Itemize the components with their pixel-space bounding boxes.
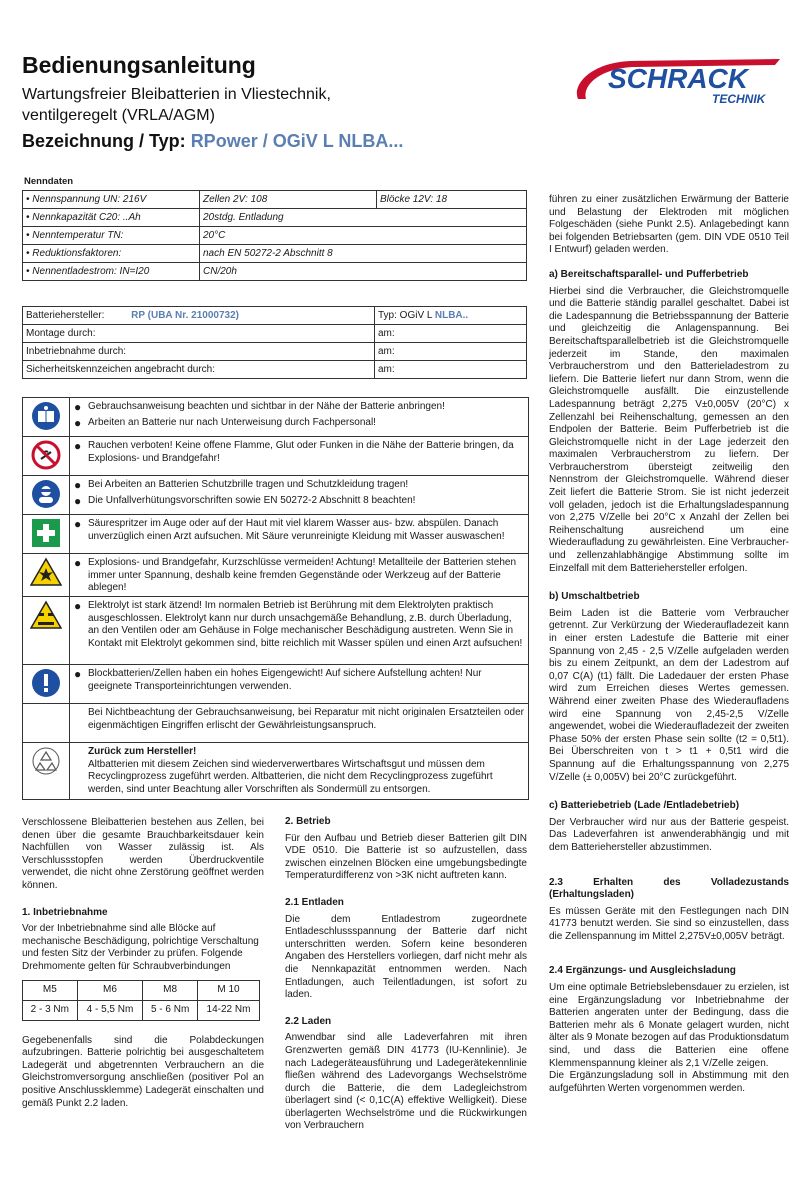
warning-row: ● Explosions- und Brandgefahr, Kurzschlüsse vermeiden! Achtung! Metallteile der Batterien stehen immer unter Spannung, deshalb keine fremden Gegenstände oder Werkzeug auf der Batterie ablegen! [23,554,528,597]
section-heading: b) Umschaltbetrieb [549,591,640,603]
recycling-icon [31,746,61,776]
document-subtitle: Wartungsfreier Bleibatterien in Vliestechnik, ventilgeregelt (VRLA/AGM) [22,86,331,124]
document-title: Bedienungsanleitung [22,52,256,78]
table-row: 2 - 3 Nm 4 - 5,5 Nm 5 - 6 Nm 14-22 Nm [23,1000,260,1020]
warning-row: Zurück zum Hersteller! Altbatterien mit diesem Zeichen sind wiederverwertbares Wirtschaftsgut und müssen dem Recyclingprozess zugeführt werden. Altbatterien, die nicht dem Recyclingprozess zugeführt werden, sind unter Beachtung aller Vorschriften als Sondermüll zu entsorgen. [23,743,528,799]
schrack-logo [570,55,790,107]
protective-goggles-icon [31,479,61,509]
section-heading: 2. Betrieb [285,816,331,827]
installation-table [22,306,527,379]
table-row: M5 M6 M8 M 10 [23,980,260,1000]
section-heading: a) Bereitschaftsparallel- und Pufferbetrieb [549,268,749,280]
table-row: • Nennkapazität C20: ..Ah 20stdg. Entladung [23,209,527,227]
middle-column: 2. Betrieb Für den Aufbau und Betrieb dieser Batterien gilt DIN VDE 0510. Die Batterie ist so aufzustellen, dass zwischen einzelnen Blöcken eine umgebungsbedingte Temperaturdifferenz von >3K nicht auftreten kann. 2.1 Entladen Die dem Entladestrom zugeordnete Entladeschlussspannung der Batterie darf nicht unterschritten werden. Sofern keine besonderen Angaben des Herstellers vorliegen, darf nicht mehr als die Nennkapazität entnommen werden. Nach Entladungen, auch Teilentladungen, ist sofort zu laden. 2.2 Laden Anwendbar sind alle Ladeverfahren mit ihren Grenzwerten gemäß DIN 41773 (IU-Kennlinie). Je nach Ladegeräteausführung und Ladegerätekennlinie fließen während des Ladevorgangs Wechselströme durch die Batterie, die dem Ladegleichstrom überlagert sind (< 0,1C(A) effektive Welligkeit). Diese überlagerten Wechselströme und die Rückwirkungen von Verbrauchern [285,816,527,1132]
read-manual-icon [31,401,61,431]
attention-icon [31,668,61,698]
first-aid-icon [31,518,61,548]
table-row: • Nenntemperatur TN: 20°C [23,227,527,245]
svg-text:TECHNIK: TECHNIK [712,92,766,106]
svg-text:SCHRACK: SCHRACK [608,63,748,94]
corrosive-hazard-icon [30,600,62,630]
section-heading: 2.3 Erhalten des Volladezustands (Erhaltungsladen) [549,876,789,901]
no-smoking-icon [31,440,61,470]
table-row: • Reduktionsfaktoren: nach EN 50272-2 Abschnitt 8 [23,245,527,263]
table-row: • Nennspannung UN: 216V Zellen 2V: 108 Blöcke 12V: 18 [23,191,527,209]
warning-row: ● Elektrolyt ist stark ätzend! Im normalen Betrieb ist Berührung mit dem Elektrolyten praktisch ausgeschlossen. Elektrolyt kann nur durch unsachgemäße Behandlung, z.B. durch Überladung, an den Ventilen oder am Gehäuse in Folge mechanischer Beschädigung austreten. Wenn Sie in Kontakt mit Elektrolyt gekommen sind, bitte reichlich mit Wasser spülen und einen Arzt aufsuchen! [23,597,528,665]
warning-row: Bei Nichtbeachtung der Gebrauchsanweisung, bei Reparatur mit nicht originalen Ersatzteilen oder eigenmächtigen Eingriffen erlischt der Gewährleistungsanspruch. [23,704,528,743]
explosion-hazard-icon [30,557,62,587]
nenndaten-heading: Nenndaten [24,176,74,187]
safety-warnings [22,397,529,800]
section-heading: c) Batteriebetrieb (Lade /Entladebetrieb) [549,800,740,812]
section-heading: 2.2 Laden [285,1015,332,1027]
warning-row: ● Säurespritzer im Auge oder auf der Haut mit viel klarem Wasser aus- bzw. abspülen. Danach unverzüglich einen Arzt aufsuchen. Mit Säure verunreinigte Kleidung mit Wasser auswaschen! [23,515,528,554]
table-row: • Nennentladestrom: IN=I20 CN/20h [23,263,527,281]
warning-row: ● Rauchen verboten! Keine offene Flamme, Glut oder Funken in die Nähe der Batterie bringen, da Explosions- und Brandgefahr! [23,437,528,476]
table-row: Batteriehersteller: RP (UBA Nr. 21000732) Typ: OGiV L NLBA.. [23,307,527,325]
section-heading: 2.1 Entladen [285,896,344,908]
right-column: führen zu einer zusätzlichen Erwärmung der Batterie und Belastung der Elektroden mit möglichen Folgeschäden (siehe Punkt 2.5). Anlagebedingt kann bei folgenden Betriebsarten (gem. DIN VDE 0510 Teil I Entwurf) geladen werden. a) Bereitschaftsparallel- und Pufferbetrieb Hierbei sind die Verbraucher, die Gleichstromquelle und die Batterie ständig parallel geschaltet. Dabei ist die Ladespannung die Betriebsspannung der Batterie und gleichzeitig die Anlagenspannung. Bei Bereitschaftsparallelbetrieb ist die Gleichstromquelle jederzeit im Stande, den maximalen Verbraucherstrom und den Batterieladestrom zu liefern. Die Batterie liefert nur dann Strom, wenn die Gleichstromquelle ausfällt. Die einzustellende Ladespannung beträgt 2,275 V±0,005V (20°C) x Zellenzahl bei Reihenschaltung, gemessen an den Endpolen der Batterie. Beim Pufferbetrieb ist die Gleichstromquelle nicht in der Lage jederzeit den maximalen Verbraucherstrom zu liefern. Der Verbraucherstrom übersteigt zeitweilig den Nennstrom der Gleichstromquelle. Während dieser Zeit liefert die Batterie Strom. Sie ist nicht jederzeit voll geladen, jedoch ist die Erhaltungsladespannung von 2,275 V/Zelle bei 20°C x Anzahl der Zellen bei Reihenschaltung ausreichend um eine Wiederaufladung zu gewährleisten. Eine Verbraucher- und zellenzahlabhängige Abstimmung sollte im Einzelfall mit dem Batteriehersteller erfolgen. b) Umschaltbetrieb Beim Laden ist die Batterie vom Verbraucher getrennt. Zur Verkürzung der Wiederaufladezeit kann in einer ersten Ladestufe die Batterie mit einer Spannung von 2,45 - 2,5 V/Zelle aufgeladen werden bis zu einem Zeitpunkt, an dem der Ladestrom auf 0,07 C(A) (t1) fällt. Die Ladedauer der ersten Phase wird zum Erreichen dieses Wertes gemessen. Während einer zweiten Phase des Wiederaufladens wird eine Spannung von 2,45-2,5 V/Zelle angewendet, wobei die Wiederaufladezeit der zweiten Phase 50% der ersten Phase sein sollte (t2 = 0,5t1). Bei Überschreiten von t > t1 + 0,5t1 wird die Spannung auf die Erhaltungsspannung von 2,275 V/Zelle (± 0,005V) bei 20°C zurückgeführt. c) Batteriebetrieb (Lade /Entladebetrieb) Der Verbraucher wird nur aus der Batterie gespeist. Das Ladeverfahren ist anwenderabhängig und mit dem Batteriehersteller abzustimmen. 2.3 Erhalten des Volladezustands (Erhaltungsladen) Es müssen Geräte mit den Festlegungen nach DIN 41773 benutzt werden. Sie sind so einzustellen, dass die Zellenspannung im Mittel 2,275V±0,005V beträgt. 2.4 Ergänzungs- und Ausgleichsladung Um eine optimale Betriebslebensdauer zu erzielen, ist eine Ergänzungsladung vor Inbetriebnahme der Batterien angeraten unter der Bedingung, dass die Batterien mehr als 6 Monate gelagert wurden, nicht älter als 9 Monate bezogen auf das Produktionsdatum sind, und dass die Batterien eine offene Klemmenspannung kleiner als 2,1 V/Zelle zeigen. Die Ergänzungsladung soll in Abstimmung mit den aufgeführten Werten vorgenommen werden. [549,194,789,1094]
left-column: Verschlossene Bleibatterien bestehen aus Zellen, bei denen über die gesamte Brauchbarkeitsdauer kein Nachfüllen von Wasser zulässig ist. Als Verschlussstopfen werden Überdruckventile verwendet, die nicht ohne Zerstörung geöffnet werden können. 1. Inbetriebnahme Vor der Inbetriebnahme sind alle Blöcke auf mechanische Beschädigung, polrichtige Verschaltung und festen Sitz der Verbinder zu prüfen. Folgende Drehmomente gelten für Schraubverbindungen M5 M6 M8 M 10 2 - 3 Nm 4 - 5,5 Nm 5 - 6 Nm 14-22 Nm Gegebenenfalls sind die Polabdeckungen aufzubringen. Batterie polrichtig bei ausgeschaltetem Ladegerät und abgetrennten Verbrauchern an die Gleichstromversorgung anschließen (positiver Pol an positive Anschlussklemme) Ladegerät einschalten und gemäß Punkt 2.2 laden. [22,817,264,1109]
warning-row: ● Bei Arbeiten an Batterien Schutzbrille tragen und Schutzkleidung tragen! ● Die Unfallverhütungsvorschriften sowie EN 50272-2 Abschnitt 8 beachten! [23,476,528,515]
section-heading: 2.4 Ergänzungs- und Ausgleichsladung [549,965,736,977]
section-heading: 1. Inbetriebnahme [22,906,108,918]
warning-row: ● Blockbatterien/Zellen haben ein hohes Eigengewicht! Auf sichere Aufstellung achten! Nur geeignete Transporteinrichtungen verwenden. [23,665,528,704]
warning-row: ● Gebrauchsanweisung beachten und sichtbar in der Nähe der Batterie anbringen! ● Arbeiten an Batterie nur nach Unterweisung durch Fachpersonal! [23,398,528,437]
nenndaten-table [22,190,527,281]
hersteller-value: RP (UBA Nr. 21000732) [131,310,239,321]
table-row: Sicherheitskennzeichen angebracht durch: am: [23,361,527,379]
torque-table [22,980,260,1021]
table-row: Inbetriebnahme durch: am: [23,343,527,361]
type-designation: Bezeichnung / Typ: RPower / OGiV L NLBA... [22,131,404,151]
table-row: Montage durch: am: [23,325,527,343]
